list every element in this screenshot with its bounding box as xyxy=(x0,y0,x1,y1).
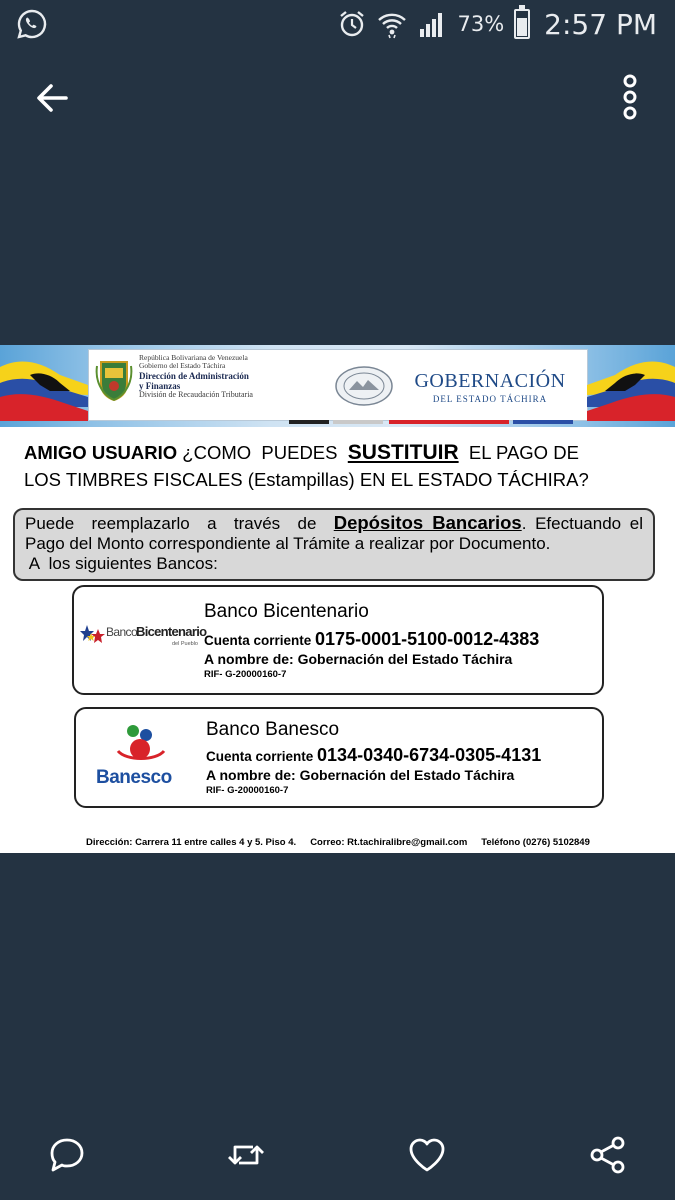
institution-text xyxy=(139,354,329,400)
wifi-icon xyxy=(377,9,407,39)
account-holder: A nombre de: Gobernación del Estado Táchira xyxy=(206,767,515,783)
banesco-logo xyxy=(82,723,200,787)
gobernacion-title: GOBERNACIÓN xyxy=(414,370,566,392)
retweet-icon[interactable] xyxy=(226,1135,266,1175)
info-text-a: Puede reemplazarlo a través de xyxy=(25,514,334,533)
question-text-a: ¿COMO PUEDES xyxy=(177,442,348,463)
direction-text: Dirección de Administración xyxy=(139,370,249,381)
state-seal-icon xyxy=(333,364,395,408)
whatsapp-icon xyxy=(16,8,48,40)
bicentenario-logo xyxy=(80,617,207,661)
gobernacion-subtitle: DEL ESTADO TÁCHIRA xyxy=(432,394,548,404)
footer-email: Correo: Rt.tachiralibre@gmail.com xyxy=(310,837,468,848)
bank-name: Banco Banesco xyxy=(206,719,340,740)
signal-icon xyxy=(417,9,447,39)
question-line-1 xyxy=(24,441,579,465)
header-banner xyxy=(0,345,675,427)
direction-text-2: y Finanzas xyxy=(139,380,181,391)
account-number: 0134-0340-6734-0305-4131 xyxy=(317,745,542,765)
question-text-b: EL PAGO DE xyxy=(458,442,579,463)
footer-address: Dirección: Carrera 11 entre calles 4 y 5. Piso 4. xyxy=(86,837,297,848)
info-line-3: A los siguientes Bancos: xyxy=(25,554,218,573)
question-greeting: AMIGO USUARIO xyxy=(24,442,178,463)
bicentenario-logo-sub: del Pueblo xyxy=(172,641,198,647)
reply-icon[interactable] xyxy=(47,1135,87,1175)
banesco-logo-text: Banesco xyxy=(96,767,172,788)
contact-footer xyxy=(86,837,604,848)
republic-text: República Bolivariana de Venezuela xyxy=(139,353,248,362)
alarm-icon xyxy=(337,9,367,39)
info-box xyxy=(13,508,655,581)
stripe-red xyxy=(389,420,509,424)
back-arrow-icon[interactable] xyxy=(30,75,76,121)
banner-center xyxy=(88,349,588,421)
division-text: División de Recaudación Tributaria xyxy=(139,389,253,399)
tweet-actions-bar xyxy=(0,1120,675,1190)
bank-name: Banco Bicentenario xyxy=(204,601,369,622)
stripe-blue xyxy=(513,420,573,424)
battery-percent: 73% xyxy=(457,12,505,36)
flag-wave-right xyxy=(587,345,675,427)
rif-number: RIF- G-20000160-7 xyxy=(204,669,287,680)
rif-number: RIF- G-20000160-7 xyxy=(206,785,289,796)
account-number: 0175-0001-5100-0012-4383 xyxy=(315,629,540,649)
banesco-balls-icon xyxy=(116,723,166,763)
stripe-gray xyxy=(333,420,383,424)
bank-card-bicentenario xyxy=(72,585,604,695)
account-line xyxy=(206,745,541,766)
question-line-2: LOS TIMBRES FISCALES (Estampillas) EN EL ESTADO TÁCHIRA? xyxy=(24,469,589,490)
flag-wave-left xyxy=(0,345,88,427)
bicentenario-logo-b: Bicentenario xyxy=(136,624,207,639)
bank-card-banesco xyxy=(74,707,604,808)
stripe-black xyxy=(289,420,329,424)
tachira-coat-of-arms xyxy=(95,356,133,402)
info-depositos: Depósitos Bancarios xyxy=(333,512,522,533)
account-holder: A nombre de: Gobernación del Estado Táchira xyxy=(204,651,513,667)
account-label: Cuenta corriente xyxy=(204,633,316,648)
question-sustituir: SUSTITUIR xyxy=(347,441,459,464)
clock-time: 2:57 PM xyxy=(544,7,657,41)
account-label: Cuenta corriente xyxy=(206,749,318,764)
like-icon[interactable] xyxy=(407,1135,447,1175)
tweet-image[interactable] xyxy=(0,345,675,853)
info-line-1 xyxy=(25,513,643,534)
battery-icon xyxy=(514,9,530,39)
info-line-2: Pago del Monto correspondiente al Trámite a realizar por Documento. xyxy=(25,534,551,553)
footer-phone: Teléfono (0276) 5102849 xyxy=(481,837,590,848)
gov-text: Gobierno del Estado Táchira xyxy=(139,361,226,371)
more-vertical-icon[interactable] xyxy=(615,72,645,122)
bicentenario-logo-a: Banco xyxy=(106,625,138,639)
account-line xyxy=(204,629,539,650)
info-text-c: . Efectuando el xyxy=(521,514,643,533)
share-icon[interactable] xyxy=(588,1135,628,1175)
bicentenario-stars-icon xyxy=(80,623,106,647)
status-bar xyxy=(0,0,675,48)
